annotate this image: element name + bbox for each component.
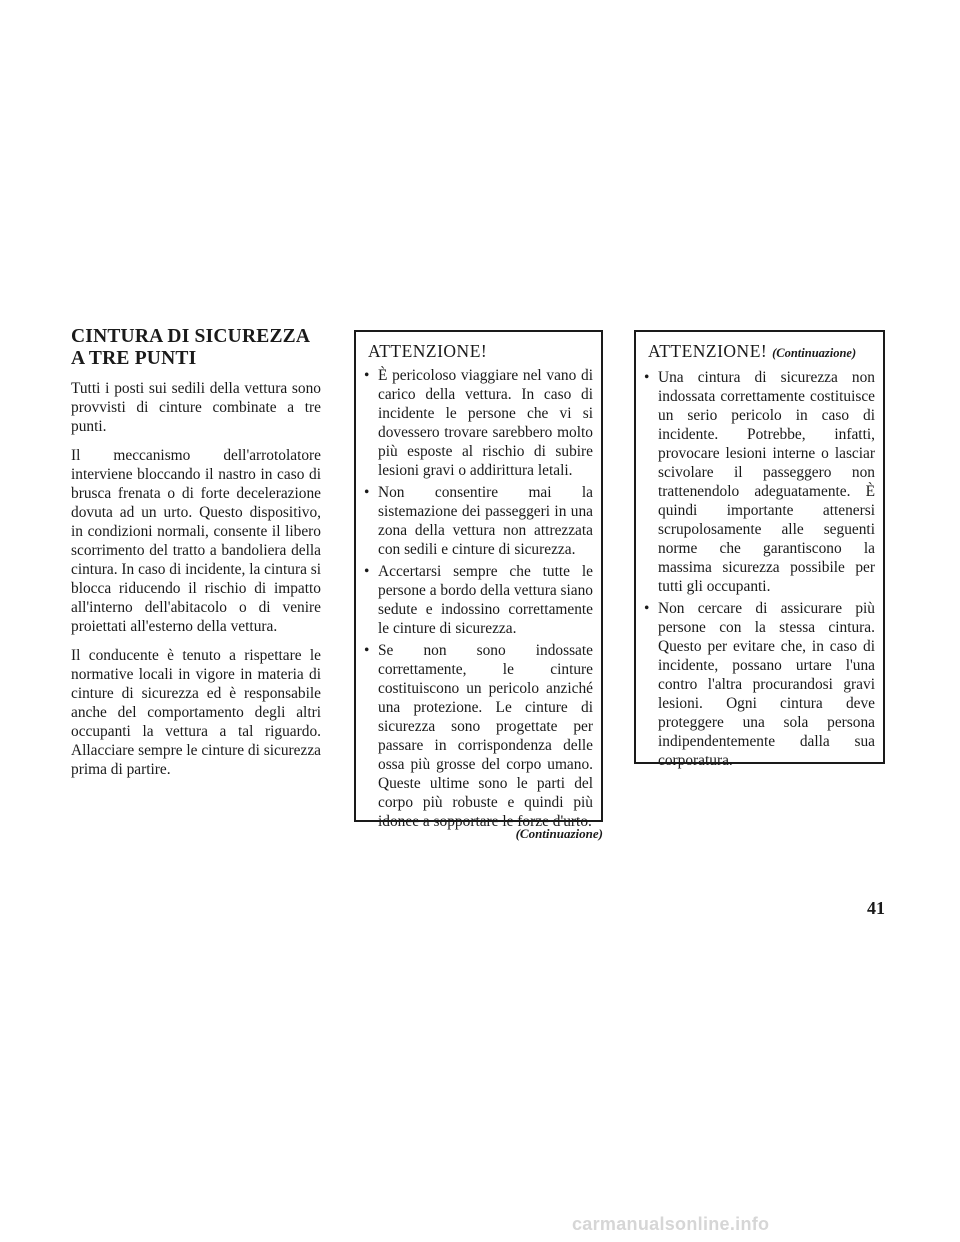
bullet-icon: • <box>644 369 650 386</box>
section-title: CINTURA DI SICUREZZA A TRE PUNTI <box>71 326 310 369</box>
warning-list-2 <box>644 368 875 770</box>
page-number: 41 <box>867 898 885 918</box>
paragraph-1: Tutti i posti sui sedili della vettura sono provvisti di cinture combinate a tre punti. <box>71 380 321 435</box>
bullet-icon: • <box>644 600 650 617</box>
bullet-icon: • <box>364 563 370 580</box>
warning-title-2: ATTENZIONE! (Continuazione) <box>648 341 857 361</box>
warning-item: • Se non sono indossate correttamente, le cinture costituiscono un pericolo anziché una protezione. Le cinture di sicurezza sono progettate per passare in corrispondenza delle ossa più grosse del corpo umano. Queste ultime sono le parti del corpo più robuste e quindi più idonee a sopportare le forze d'urto. <box>364 642 593 830</box>
warning-title-1: ATTENZIONE! <box>368 341 488 361</box>
main-text-column <box>71 326 321 789</box>
continued-inline-label: (Continuazione) <box>772 346 857 360</box>
warning-item: • È pericoloso viaggiare nel vano di carico della vettura. In caso di incidente le persone che vi si dovessero trovare sarebbero molto più esposte al rischio di subire lesioni gravi o addirittura letali. <box>364 367 593 479</box>
warning-item: • Una cintura di sicurezza non indossata correttamente costituisce un serio pericolo in caso di incidente. Potrebbe, infatti, provocare lesioni interne o lasciar scivolare il passeggero non trattenendolo adeguatamente. È quindi importante attenersi scrupolosamente alle seguenti norme che garantiscono la massima sicurezza possibile per tutti gli occupanti. <box>644 369 875 595</box>
paragraph-3: Il conducente è tenuto a rispettare le normative locali in vigore in materia di cinture di sicurezza ed è responsabile anche del comportamento degli altri occupanti la vettura a tal riguardo. Allacciare sempre le cinture di sicurezza prima di partire. <box>71 647 321 778</box>
warning-box-1 <box>354 330 603 830</box>
warning-item: • Non cercare di assicurare più persone con la stessa cintura. Questo per evitare che, in caso di incidente, possano urtare l'una contro l'altra procurandosi gravi lesioni. Ogni cintura deve proteggere una sola persona indipendentemente dalla sua corporatura. <box>644 600 875 769</box>
warning-box-2 <box>634 330 885 769</box>
paragraph-2: Il meccanismo dell'arrotolatore interviene bloccando il nastro in caso di brusca frenata o di forte decelerazione dovuta ad un urto. Questo dispositivo, in condizioni normali, consente il libero scorrimento del tratto a bandoliera della cintura. In caso di incidente, la cintura si blocca riducendo il rischio di impatto all'interno dell'abitacolo o di venire proiettati all'esterno della vettura. <box>71 447 322 635</box>
bullet-icon: • <box>364 367 370 384</box>
warning-item: • Non consentire mai la sistemazione dei passeggeri in una zona della vettura non attrezzata con sedili e cinture di sicurezza. <box>364 484 593 558</box>
warning-list-1 <box>364 366 593 831</box>
continued-label: (Continuazione) <box>515 826 603 841</box>
bullet-icon: • <box>364 642 370 659</box>
watermark: carmanualsonline.info <box>572 1214 770 1234</box>
bullet-icon: • <box>364 484 370 501</box>
warning-item: • Accertarsi sempre che tutte le persone a bordo della vettura siano sedute e indossino correttamente le cinture di sicurezza. <box>364 563 593 637</box>
